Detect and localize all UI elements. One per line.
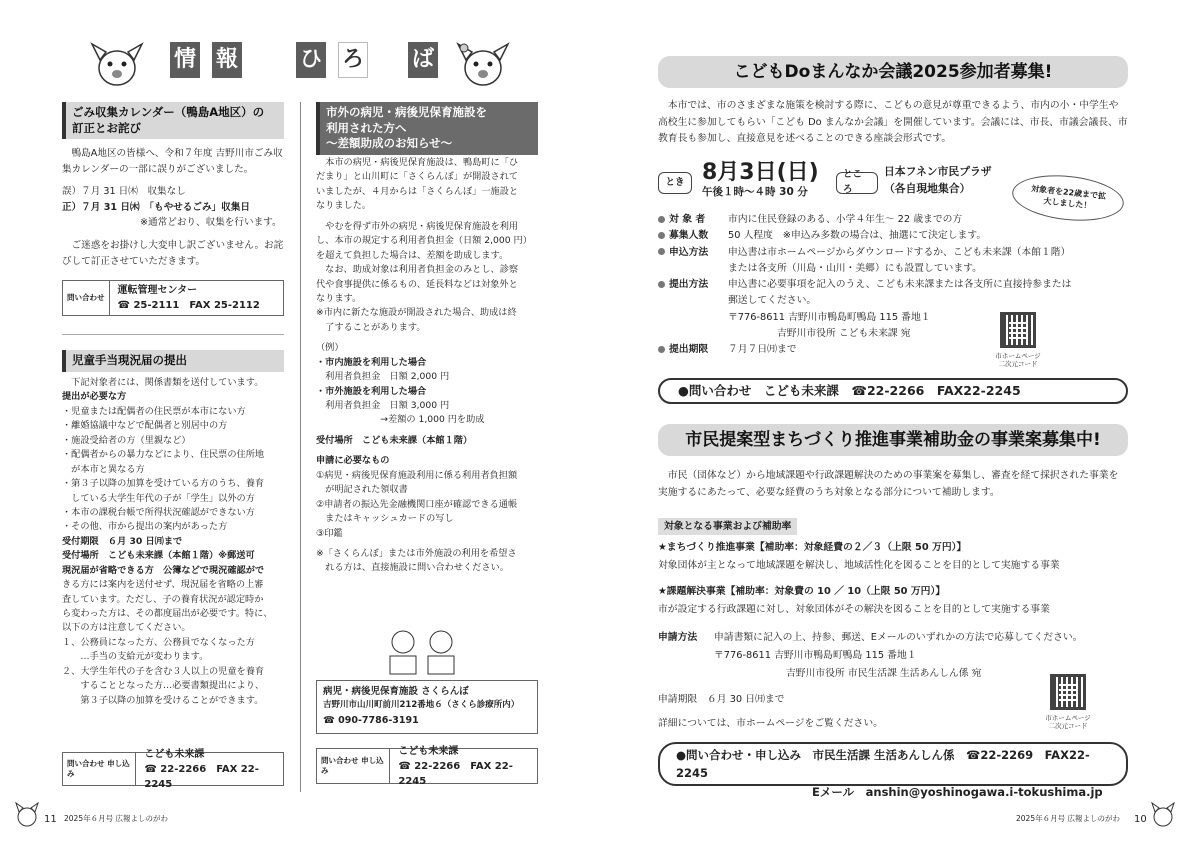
text-line: なります。	[316, 292, 362, 304]
garbage-apology: ご迷惑をお掛けし大変申し訳ございません。お詫びして訂正させていただきます。	[62, 240, 284, 267]
text-line: 申請に必要なもの	[316, 455, 390, 467]
footer-mascot-icon	[1150, 800, 1176, 828]
kodomo-item-row	[658, 245, 1128, 261]
place-name: 日本フネン市民プラザ	[884, 165, 992, 178]
kodomo-intro: 本市では、市のさまざまな施策を検討する際に、こどもの意見が尊重できるよう、市内の小・中学生や高校生に参加してもらい「こども Do まんなか会議」を開催しています。会議には、市長、市議会議長、市教育長も参加し、直接意見を述べることのできる座談会形式です。	[658, 100, 1128, 145]
machi-detail: 詳細については、市ホームページをご覧ください。	[658, 718, 883, 729]
contact-name: 運転管理センター	[117, 285, 198, 296]
footer-issue-right: 2025年６月号 広報よしのがわ	[1016, 814, 1120, 823]
garbage-contact	[62, 280, 284, 316]
item-key: 提出期限	[658, 342, 728, 358]
kodomo-contact	[658, 378, 1128, 404]
allowance-contact	[62, 748, 284, 790]
machi-email[interactable]: Eメール anshin@yoshinogawa.i-tokushima.jp	[812, 784, 1103, 799]
garbage-title: ごみ収集カレンダー（鴨島A地区）の 訂正とお詫び	[62, 102, 284, 139]
when-label: とき	[658, 172, 692, 194]
item-value: 郵送してください。	[728, 295, 817, 307]
text-line: ③印鑑	[316, 527, 343, 539]
text-line: ①病児・病後児保育施設利用に係る利用者負担額	[316, 469, 518, 481]
machi-contact	[658, 742, 1128, 799]
machi-intro: 市民（団体など）から地域課題や行政課題解決のための事業案を募集し、審査を経て採択された事業を実施するにあたって、必要な経費のうち対象となる部分について補助します。	[658, 470, 1119, 498]
where-label: ところ	[836, 172, 878, 194]
item-key	[658, 310, 728, 326]
text-line: 現況届が省略できる方 公簿などで現況確認がで	[62, 564, 265, 576]
text-line: が本市と異なる方	[62, 463, 145, 475]
machi-banner	[658, 424, 1128, 456]
kodomo-item-row	[658, 261, 1128, 277]
item-key: 募集人数	[658, 228, 728, 244]
header-char: ろ	[338, 42, 368, 78]
item-key: 対 象 者	[658, 212, 728, 228]
sickchild-title: 市外の病児・病後児保育施設を 利用された方へ ～差額助成のお知らせ～	[316, 102, 538, 155]
machi-subheading: 対象となる事業および補助率	[658, 518, 797, 535]
facility-address: 吉野川市山川町前川212番地６（さくら診療所内）	[323, 700, 520, 711]
facility-name: 病児・病後児保育施設 さくらんぼ	[323, 686, 469, 697]
header-char: 報	[212, 42, 242, 78]
text-line: またはキャッシュカードの写し	[316, 513, 454, 525]
text-line: ※市内に新たな施設が開設された場合、助成は終	[316, 307, 517, 319]
text-line: ・配偶者からの暴力などにより、住民票の住所地	[62, 449, 265, 461]
contact-label: 問い合わせ	[63, 281, 110, 315]
header-char: 情	[170, 42, 200, 78]
text-line: なお、助成対象は利用者負担金のみとし、診察	[316, 264, 519, 276]
text-line: ・市外施設を利用した場合	[316, 385, 427, 397]
item-value: 申込書に必要事項を記入のうえ、こども未来課または各支所に直接持参または	[728, 279, 1072, 290]
text-line: 第３子以降の加算を受けることができます。	[62, 694, 264, 706]
text-line: ※「さくらんぼ」または市外施設の利用を希望さ	[316, 547, 517, 559]
item-key	[658, 293, 728, 309]
contact-label: 問い合わせ 申し込み	[317, 749, 390, 783]
footer-mascot-icon	[14, 800, 40, 828]
method-key: 申請方法	[658, 632, 698, 643]
item-value: 50 人程度 ※申込み多数の場合は、抽選にて決定します。	[728, 230, 987, 242]
text-line: →差額の 1,000 円を助成	[316, 414, 485, 426]
kodomo-item-row	[658, 326, 1128, 342]
children-reading-icon	[378, 628, 468, 678]
contact-name: こども未来課	[144, 748, 205, 760]
text-line: ら変わった方は、その都度届出が必要です。特に、	[62, 608, 273, 619]
contact-label: 問い合わせ 申し込み	[63, 753, 136, 785]
machi-qr-code[interactable]	[1050, 674, 1086, 710]
text-line: ②申請者の振込先金融機関口座が確認できる通帳	[316, 498, 518, 510]
garbage-wrong: 誤）７月 31 日㈭ 収集なし	[62, 186, 186, 197]
item-key: 提出方法	[658, 277, 728, 293]
item-key	[658, 326, 728, 342]
sickchild-body	[316, 156, 542, 576]
garbage-right: 正）７月 31 日㈭ 「もやせるごみ」収集日	[62, 202, 250, 213]
machi-address-2: 吉野川市役所 市民生活課 生活あんしん係 宛	[786, 668, 982, 679]
allowance-body	[62, 376, 288, 708]
text-line: することとなった方…必要書類提出により、	[62, 680, 265, 692]
mascot-icon	[88, 38, 146, 90]
contact-tel: ☎ 22-2266 FAX 22-2245	[144, 763, 259, 790]
event-place	[884, 164, 992, 197]
item-value: または各支所（川島・山川・美郷）にも設置しています。	[728, 262, 982, 274]
text-line: ・児童または配偶者の住民票が本市にない方	[62, 405, 246, 417]
footer-page-number-left: 11	[44, 814, 57, 825]
header-char: ひ	[296, 42, 326, 78]
text-line: ・市内施設を利用した場合	[316, 356, 427, 368]
sickchild-contact	[316, 745, 538, 787]
contact-name: こども未来課	[398, 745, 459, 757]
allowance-title: 児童手当現況届の提出	[62, 350, 284, 372]
kodomo-item-row	[658, 277, 1128, 293]
method-value: 申請書類に記入の上、持参、郵送、Eメールのいずれかの方法で応募してください。	[714, 632, 1083, 643]
kodomo-item-row	[658, 212, 1128, 228]
text-line: なりました。	[316, 200, 372, 212]
text-line: 提出が必要な方	[62, 391, 127, 403]
item-value: 市内に住民登録のある、小学４年生～ 22 歳までの方	[728, 214, 963, 225]
text-line: れる方は、直接施設に問い合わせください。	[316, 562, 509, 574]
machi-item-2-desc: 市が設定する行政課題に対し、対象団体がその解決を図ることを目的として実施する事業	[658, 604, 1050, 615]
mascot-with-flower-icon	[454, 38, 512, 90]
event-date: 8月3日(日)	[702, 160, 819, 185]
kodomo-item-row	[658, 310, 1128, 326]
text-line: している大学生年代の子が「学生」以外の方	[62, 492, 255, 504]
kodomo-item-row	[658, 293, 1128, 309]
contact-tel: ☎ 22-2266 FAX 22-2245	[398, 760, 513, 787]
text-line: （例）	[316, 342, 344, 354]
kodomo-banner	[658, 56, 1128, 88]
machi-contact-line: ●問い合わせ・申し込み 市民生活課 生活あんしん係 ☎22-2269 FAX22-2245	[676, 748, 1090, 781]
contact-tel: ☎ 25-2111 FAX 25-2112	[117, 300, 260, 311]
footer-issue-left: 2025年６月号 広報よしのがわ	[64, 814, 168, 823]
kodomo-contact-text: ●問い合わせ こども未来課 ☎22-2266 FAX22-2245	[678, 383, 1021, 399]
item-value: 吉野川市役所 こども未来課 宛	[728, 327, 911, 339]
item-key	[658, 261, 728, 277]
text-line: ２、大学生年代の子を含む３人以上の児童を養育	[62, 665, 265, 677]
machi-item-1-desc: 対象団体が主となって地域課題を解決し、地域活性化を図ることを目的として実施する事業	[658, 560, 1060, 571]
header-char: ば	[408, 42, 438, 78]
footer-page-number-right: 10	[1134, 814, 1147, 825]
text-line: ・その他、市から提出の案内があった方	[62, 521, 228, 533]
text-line: 了することがあります。	[316, 321, 426, 333]
event-time: 午後１時～４時 30 分	[702, 186, 808, 198]
kodomo-item-row	[658, 228, 1128, 244]
text-line: 査しています。ただし、子の養育状況が認定時か	[62, 593, 264, 605]
kodomo-banner-text: こどもDoまんなか会議2025参加者募集!	[733, 61, 1053, 82]
text-line: やむを得ず市外の病児・病後児保育施設を利用	[316, 220, 519, 232]
place-note: （各自現地集合）	[884, 181, 971, 195]
text-line: いましたが、４月からは「さくらんぼ」一施設と	[316, 185, 519, 197]
text-line: ・第３子以降の加算を受けている方のうち、養育	[62, 478, 265, 490]
text-line: 本市の病児・病後児保育施設は、鴨島町に「ひ	[316, 157, 519, 168]
text-line: ・本市の課税台帳で所得状況確認ができない方	[62, 506, 255, 518]
item-value: ７月７日㈪まで	[728, 344, 797, 355]
expansion-balloon: 対象者を22歳まで拡大しました！	[1010, 170, 1126, 225]
qr-caption: 市ホームページ 二次元コード	[1045, 714, 1091, 731]
text-line: ・離婚協議中などで配偶者と別居中の方	[62, 420, 228, 432]
text-line: を超えて負担した場合は、差額を助成します。	[316, 249, 509, 261]
kodomo-items	[658, 212, 1128, 358]
text-line: 受付期限 ６月 30 日㈪まで	[62, 535, 183, 547]
garbage-note: ※通常どおり、収集を行います。	[140, 217, 282, 228]
machi-item-2-title: ★課題解決事業【補助率：対象費の 10 ／ 10（上限 50 万円）】	[658, 586, 946, 597]
text-line: 代や食事提供に係るもの、延長料などは対象外と	[316, 278, 518, 290]
kodomo-item-row	[658, 342, 1128, 358]
kodomo-qr-code[interactable]	[1000, 312, 1036, 348]
qr-caption: 市ホームページ 二次元コード	[995, 352, 1041, 369]
text-line: 下記対象者には、関係書類を送付しています。	[62, 377, 264, 388]
text-line: ・施設受給者の方（里親など）	[62, 434, 191, 446]
machi-item-1-title: ★まちづくり推進事業【補助率：対象経費の２／３（上限 50 万円）】	[658, 542, 967, 553]
garbage-paragraph: 鴨島A地区の皆様へ、令和７年度 吉野川市ごみ収集カレンダーの一部に誤りがございました。	[62, 148, 283, 175]
item-value: 申込書は市ホームページからダウンロードするか、こども未来課（本館１階）	[728, 246, 1071, 258]
text-line: きる方には案内を送付せず、現況届を省略の上審	[62, 579, 264, 591]
facility-tel: ☎ 090-7786-3191	[323, 714, 419, 726]
item-key: 申込方法	[658, 245, 728, 261]
text-line: 利用者負担金 日額 2,000 円	[316, 371, 450, 383]
machi-banner-text: 市民提案型まちづくり推進事業補助金の事業案募集中!	[685, 429, 1101, 450]
text-line: １、公務員になった方、公務員でなくなった方	[62, 636, 255, 648]
text-line: だまり」と山川町に「さくらんぼ」が開設されて	[316, 171, 519, 183]
text-line: が明記された領収書	[316, 484, 408, 496]
item-value: 〒776-8611 吉野川市鴨島町鴨島 115 番地１	[728, 311, 931, 323]
machi-deadline: 申請期限 ６月 30 日㈪まで	[658, 694, 785, 705]
text-line: 以下の方は注意してください。	[62, 622, 191, 634]
text-line: 利用者負担金 日額 3,000 円	[316, 400, 450, 411]
machi-address-1: 〒776-8611 吉野川市鴨島町鴨島 115 番地１	[714, 650, 917, 661]
text-line: 受付場所 こども未来課（本館１階）	[316, 434, 473, 446]
text-line: し、本市の規定する利用者負担金（日額 2,000 円）	[316, 235, 532, 247]
text-line: 受付場所 こども未来課（本館１階）※郵送可	[62, 550, 255, 562]
facility-box	[316, 680, 538, 734]
text-line: …手当の支給元が変わります。	[62, 651, 209, 663]
